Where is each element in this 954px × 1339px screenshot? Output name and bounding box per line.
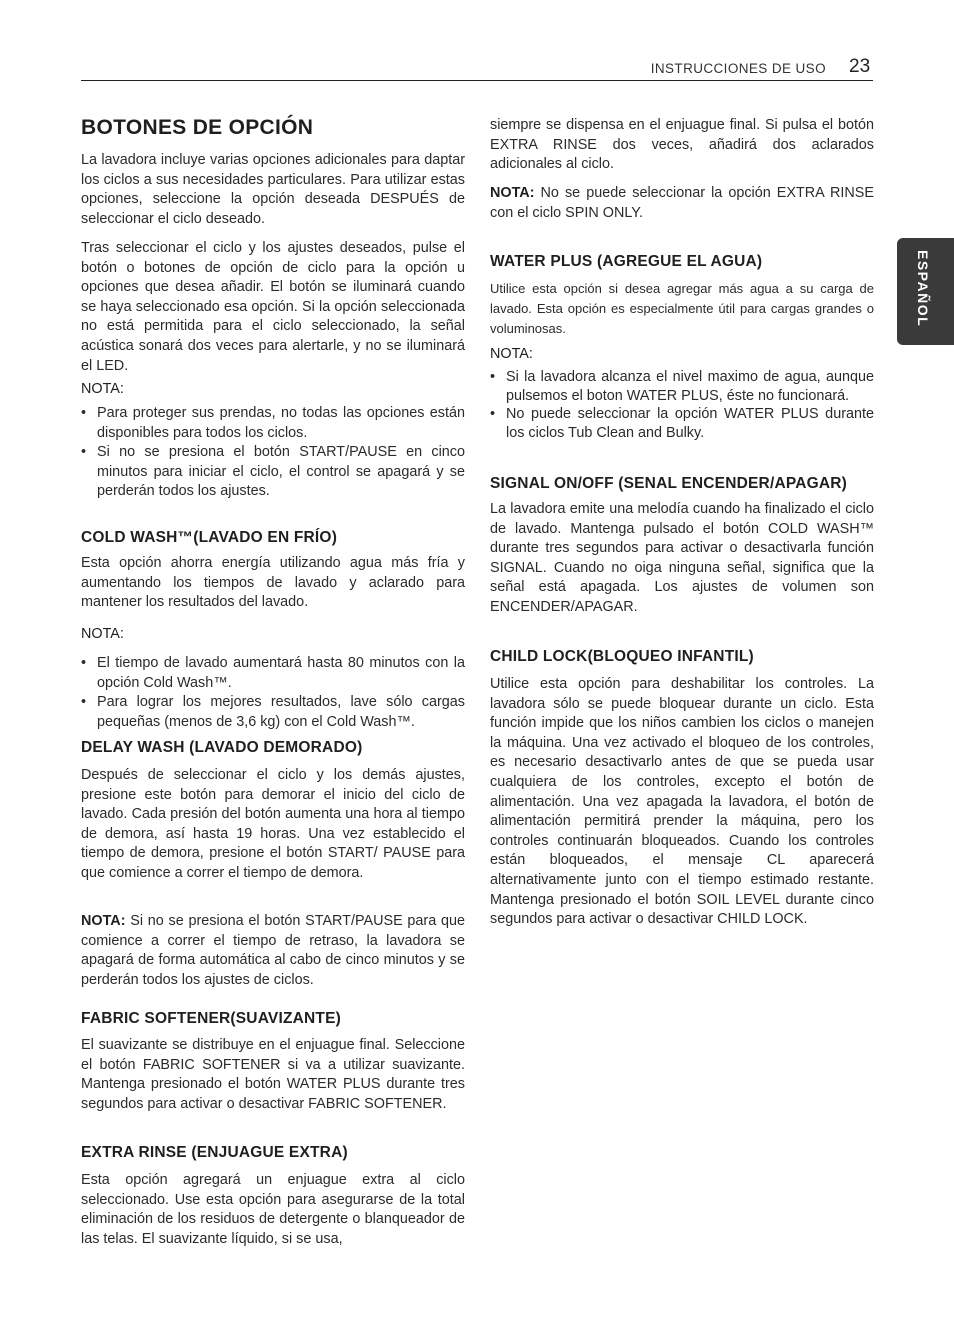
fabric-softener-heading: FABRIC SOFTENER(SUAVIZANTE): [81, 1010, 341, 1027]
delay-wash-nota: [81, 912, 465, 990]
water-plus-notes-list: [490, 368, 874, 442]
water-plus-heading: WATER PLUS (AGREGUE EL AGUA): [490, 253, 763, 270]
cold-wash-nota-label: NOTA:: [81, 626, 124, 642]
delay-wash-text: Después de seleccionar el ciclo y los demás ajustes, presione este botón para demorar el inicio del ciclo de lavado. Cada presión del botón aumenta una hora al tiempo de demora, así hasta 19 horas. Una vez establecido el tiempo de demora, presione el botón START/ PAUSE para que comience a correr el tiempo de demora.: [81, 767, 465, 881]
water-plus-text: Utilice esta opción si desea agregar más agua a su carga de lavado. Esta opción es especialmente útil para cargas grandes o voluminosas.: [490, 281, 874, 336]
list-item: • Para lograr los mejores resultados, lave sólo cargas pequeñas (menos de 3,6 kg) con el Cold Wash™.: [81, 693, 465, 732]
language-tab: [897, 238, 954, 345]
extra-rinse-nota-text: No se puede seleccionar la opción EXTRA RINSE con el ciclo SPIN ONLY.: [490, 185, 874, 221]
cold-wash-heading: COLD WASH™(LAVADO EN FRÍO): [81, 529, 338, 546]
extra-rinse-heading: EXTRA RINSE (ENJUAGUE EXTRA): [81, 1144, 348, 1161]
list-item: • El tiempo de lavado aumentará hasta 80 minutos con la opción Cold Wash™.: [81, 654, 465, 693]
page-title: BOTONES DE OPCIÓN: [81, 116, 314, 139]
extra-rinse-continued: siempre se dispensa en el enjuague final. Si pulsa el botón EXTRA RINSE dos veces, añadirá dos aclarados adicionales al ciclo.: [490, 117, 874, 173]
delay-wash-heading: DELAY WASH (LAVADO DEMORADO): [81, 739, 363, 756]
running-header: INSTRUCCIONES DE USO: [650, 61, 826, 76]
delay-wash-nota-label: NOTA:: [81, 913, 126, 929]
list-item: • Si la lavadora alcanza el nivel maximo de agua, aunque pulsemos el boton WATER PLUS, éste no funcionará.: [490, 368, 874, 405]
language-tab-label: ESPAÑOL: [915, 250, 931, 328]
signal-text: La lavadora emite una melodía cuando ha finalizado el ciclo de lavado. Mantenga pulsado el botón COLD WASH™ durante tres segundos para activar o desactivarla función SIGNAL. Cuando no oiga ninguna señal, significa que la señal está apagada. Los ajustes de volumen son ENCENDER/APAGAR.: [490, 501, 874, 615]
extra-rinse-nota-label: NOTA:: [490, 185, 535, 201]
intro-nota-label: NOTA:: [81, 381, 124, 397]
water-plus-nota-label: NOTA:: [490, 346, 533, 362]
fabric-softener-text: El suavizante se distribuye en el enjuague final. Seleccione el botón FABRIC SOFTENER si va a utilizar suavizante. Mantenga presionado el botón WATER PLUS durante tres segundos para activar o desactivar FABRIC SOFTENER.: [81, 1037, 465, 1112]
cold-wash-text: Esta opción ahorra energía utilizando agua más fría y aumentando los tiempos de lavado y aclarado para mantener los resultados del lavado.: [81, 555, 465, 611]
extra-rinse-text: Esta opción agregará un enjuague extra al ciclo seleccionado. Use esta opción para asegurarse de la total eliminación de los residuos de detergente o blanqueador de las telas. El suavizante líquido, si se usa,: [81, 1172, 465, 1247]
page-number: 23: [849, 56, 871, 77]
intro-paragraph-1: La lavadora incluye varias opciones adicionales para daptar los ciclos a sus necesidades particulares. Para utilizar estas opciones, seleccione la opción deseada DESPUÉS de seleccionar el ciclo deseado.: [81, 152, 465, 227]
cold-wash-notes-list: [81, 654, 465, 732]
child-lock-heading: CHILD LOCK(BLOQUEO INFANTIL): [490, 648, 754, 665]
child-lock-text: Utilice esta opción para deshabilitar los controles. La lavadora sólo se puede bloquear durante un ciclo. Esta función impide que los niños cambien los ciclos o manejen la máquina. Una vez activado el bloqueo de los controles, es necesario desactivarlo antes de que se pueda usar cualquiera de los controles, excepto el botón de alimentación. Una vez apagada la lavadora, el botón de alimentación permitirá prender la máquina, pero los controles continuarán bloqueados. Cuando los controles están bloqueados, el mensaje CL aparecerá alternativamente junto con el tiempo estimado restante. Mantenga presionado el botón SOIL LEVEL durante cinco segundos para activar o desactivar CHILD LOCK.: [490, 676, 874, 928]
intro-notes-list: [81, 404, 465, 502]
signal-heading: SIGNAL ON/OFF (SENAL ENCENDER/APAGAR): [490, 475, 848, 492]
list-item: • Para proteger sus prendas, no todas las opciones están disponibles para todos los ciclos.: [81, 404, 465, 443]
header-divider: [81, 80, 873, 81]
extra-rinse-nota: [490, 184, 874, 223]
list-item: • Si no se presiona el botón START/PAUSE en cinco minutos para iniciar el ciclo, el control se apagará y se perderán todos los ajustes.: [81, 443, 465, 502]
intro-paragraph-2: Tras seleccionar el ciclo y los ajustes deseados, pulse el botón o botones de opción de ciclo para la opción u opciones que desea añadir. El botón se iluminará cuando se haya seleccionado esa opción. Si la opción seleccionada no está permitida para el ciclo seleccionado, la señal acústica sonará dos veces para alertarle, y no se iluminará el LED.: [81, 240, 465, 374]
list-item: • No puede seleccionar la opción WATER PLUS durante los ciclos Tub Clean and Bulky.: [490, 405, 874, 442]
delay-wash-nota-text: Si no se presiona el botón START/PAUSE para que comience a correr el tiempo de retraso, la lavadora se apagará de forma automática al cabo de cinco minutos y se perderán todos los ajustes de ciclos.: [81, 913, 465, 988]
